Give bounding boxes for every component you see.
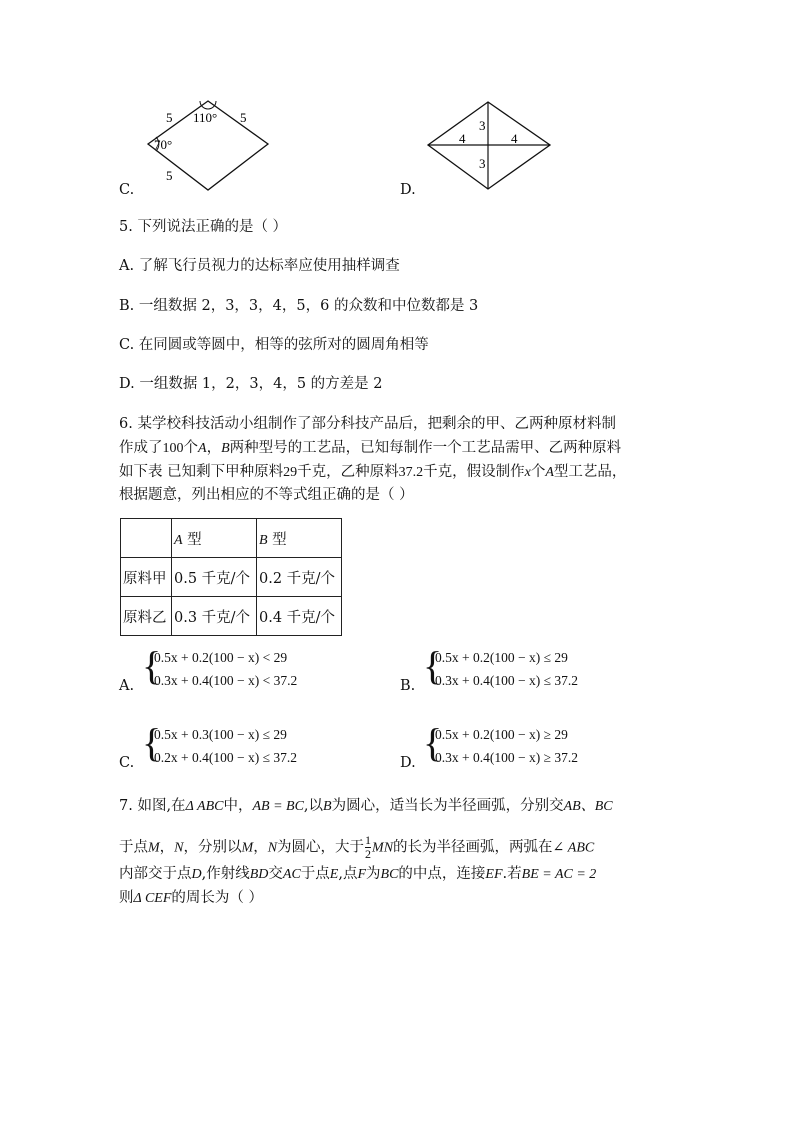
angle-label-left: 70° [154, 137, 173, 152]
q7-line-4: 则Δ CEF的周长为（ ） [119, 890, 264, 906]
cell-b: 0.2 千克/个 [257, 558, 342, 597]
side-label-bottom-left: 5 [166, 168, 173, 183]
option-d-label: D. [400, 182, 416, 198]
q5-option-b: B. 一组数据 2，3，3，4，5，6 的众数和中位数都是 3 [119, 298, 479, 314]
rhombus-figure-c [140, 96, 275, 196]
q5-stem: 5. 下列说法正确的是（ ） [119, 219, 288, 235]
cell-b: 0.4 千克/个 [257, 597, 342, 636]
q6-line-3: 如下表 已知剩下甲种原料29千克，乙种原料37.2千克，假设制作x个A型工艺品， [119, 464, 627, 480]
side-label-top-right: 5 [240, 110, 247, 125]
q6-option-c-label: C. [119, 755, 135, 771]
table-corner-cell [121, 519, 172, 558]
q5-option-a: A. 了解飞行员视力的达标率应使用抽样调查 [119, 258, 400, 274]
half-diagonal-left: 4 [459, 131, 466, 146]
q7-line-1: 7. 如图,在Δ ABC中，AB = BC,以B为圆心，适当长为半径画弧，分别交AB、BC [119, 798, 613, 814]
brace-a: { [142, 643, 162, 688]
fraction-one-half: $\frac{1}{2}$ [365, 833, 372, 861]
q7-line-2: 于点M，N，分别以M，N为圆心，大于 $\frac{1}{2}$ MN的长为半径画弧，两弧在∠ ABC [119, 833, 595, 861]
q7-line-3: 内部交于点D,作射线BD交AC于点E,点F为BC的中点，连接EF.若BE = AC = 2 [119, 866, 597, 882]
table-header-b: B 型 [257, 519, 342, 558]
q5-option-d: D. 一组数据 1，2，3，4，5 的方差是 2 [119, 376, 383, 392]
half-diagonal-bottom: 3 [479, 156, 486, 171]
q6-option-d-eq2: 0.3x + 0.4(100 − x) ≥ 37.2 [435, 750, 579, 765]
q6-option-c-eq2: 0.2x + 0.4(100 − x) ≤ 37.2 [154, 750, 298, 765]
q6-option-a-eq2: 0.3x + 0.4(100 − x) < 37.2 [154, 673, 298, 688]
brace-d: { [423, 720, 443, 765]
q6-option-b-eq2: 0.3x + 0.4(100 − x) ≤ 37.2 [435, 673, 579, 688]
cell-a: 0.3 千克/个 [172, 597, 257, 636]
q6-option-a-eq1: 0.5x + 0.2(100 − x) < 29 [154, 650, 288, 665]
option-c-label: C. [119, 182, 135, 198]
q5-option-c: C. 在同圆或等圆中，相等的弦所对的圆周角相等 [119, 337, 429, 353]
brace-c: { [142, 720, 162, 765]
table-header-a: A 型 [172, 519, 257, 558]
brace-b: { [423, 643, 443, 688]
table-header-row [121, 519, 342, 558]
table-row [121, 558, 342, 597]
rhombus-figure-d [425, 98, 555, 194]
half-diagonal-right: 4 [511, 131, 518, 146]
q6-option-c-eq1: 0.5x + 0.3(100 − x) ≤ 29 [154, 727, 287, 742]
q6-line-1: 6. 某学校科技活动小组制作了部分科技产品后，把剩余的甲、乙两种原材料制 [119, 416, 616, 432]
material-table [120, 518, 342, 636]
q6-line-2: 作成了100个A，B两种型号的工艺品，已知每制作一个工艺品需甲、乙两种原料 [119, 440, 622, 456]
table-row [121, 597, 342, 636]
q6-option-b-label: B. [400, 678, 416, 694]
row-label: 原料乙 [121, 597, 172, 636]
angle-label-top: 110° [193, 110, 218, 125]
half-diagonal-top: 3 [479, 118, 486, 133]
side-label-top-left: 5 [166, 110, 173, 125]
q6-option-d-label: D. [400, 755, 416, 771]
q6-option-b-eq1: 0.5x + 0.2(100 − x) ≤ 29 [435, 650, 568, 665]
q6-option-d-eq1: 0.5x + 0.2(100 − x) ≥ 29 [435, 727, 568, 742]
row-label: 原料甲 [121, 558, 172, 597]
cell-a: 0.5 千克/个 [172, 558, 257, 597]
q6-option-a-label: A. [119, 678, 135, 694]
q6-line-4: 根据题意，列出相应的不等式组正确的是（ ） [119, 487, 414, 503]
